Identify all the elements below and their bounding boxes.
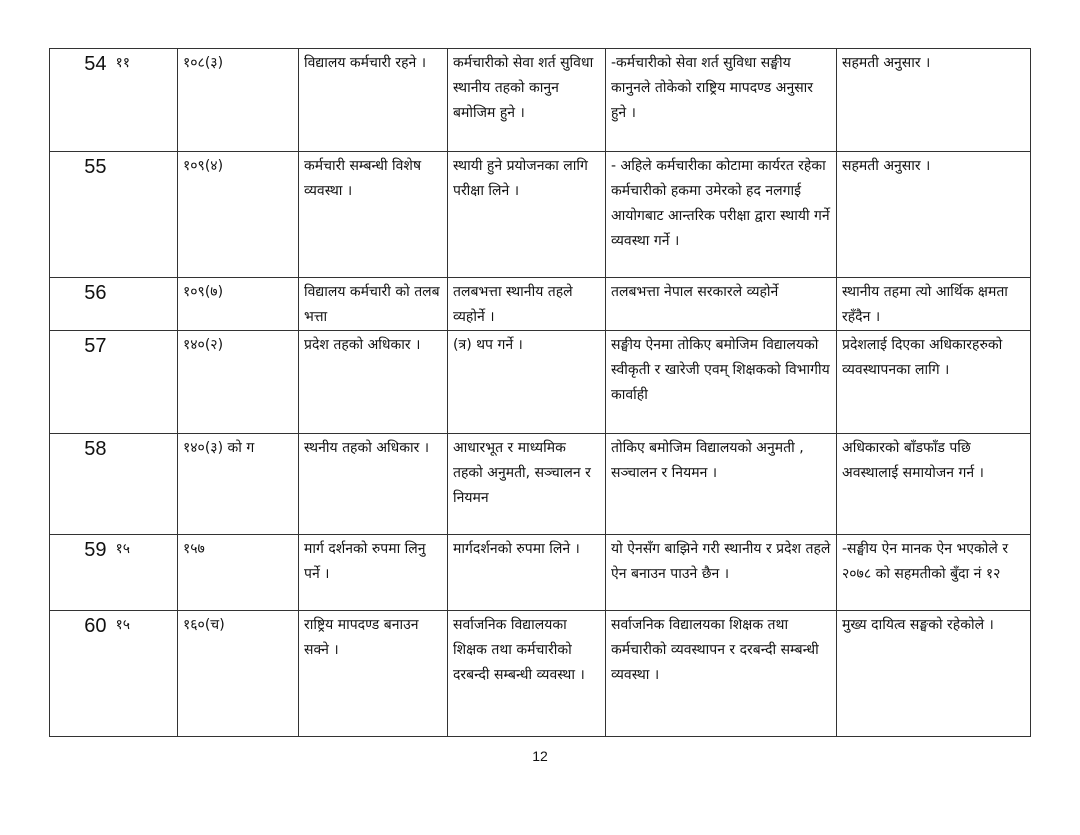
section-cell: १४०(२): [178, 331, 299, 434]
table-row: [50, 535, 1031, 611]
topic-cell: कर्मचारी सम्बन्धी विशेष व्यवस्था ।: [299, 152, 448, 278]
chapter-cell: [110, 278, 178, 331]
page-number: 12: [532, 748, 548, 764]
topic-cell: स्थनीय तहको अधिकार ।: [299, 434, 448, 535]
topic-cell: राष्ट्रिय मापदण्ड बनाउन सक्ने ।: [299, 611, 448, 737]
section-cell: १०८(३): [178, 49, 299, 152]
suggestion-cell: -कर्मचारीको सेवा शर्त सुविधा सङ्घीय कानुनले तोकेको राष्ट्रिय मापदण्ड अनुसार हुने ।: [606, 49, 837, 152]
provision-cell: आधारभूत र माध्यमिक तहको अनुमती, सञ्चालन र नियमन: [448, 434, 606, 535]
reason-cell: प्रदेशलाई दिएका अधिकारहरुको व्यवस्थापनका लागि ।: [837, 331, 1031, 434]
section-cell: १०९(४): [178, 152, 299, 278]
suggestion-cell: तलबभत्ता नेपाल सरकारले व्यहोर्ने: [606, 278, 837, 331]
suggestion-cell: सर्वाजनिक विद्यालयका शिक्षक तथा कर्मचारीको व्यवस्थापन र दरबन्दी सम्बन्धी व्यवस्था ।: [606, 611, 837, 737]
serial-number-cell: 56: [50, 278, 110, 331]
provision-cell: मार्गदर्शनको रुपमा लिने ।: [448, 535, 606, 611]
chapter-cell: [110, 152, 178, 278]
table-row: [50, 49, 1031, 152]
suggestion-cell: यो ऐनसँग बाझिने गरी स्थानीय र प्रदेश तहले ऐन बनाउन पाउने छैन ।: [606, 535, 837, 611]
section-cell: १६०(च): [178, 611, 299, 737]
chapter-cell: ११: [110, 49, 178, 152]
serial-number-cell: 57: [50, 331, 110, 434]
serial-number-cell: 60: [50, 611, 110, 737]
topic-cell: प्रदेश तहको अधिकार ।: [299, 331, 448, 434]
serial-number-cell: 59: [50, 535, 110, 611]
section-cell: १४०(३) को ग: [178, 434, 299, 535]
serial-number-cell: 55: [50, 152, 110, 278]
suggestion-cell: सङ्घीय ऐनमा तोकिए बमोजिम विद्यालयको स्वीकृती र खारेजी एवम् शिक्षकको विभागीय कार्वाही: [606, 331, 837, 434]
table-row: [50, 152, 1031, 278]
provision-cell: स्थायी हुने प्रयोजनका लागि परीक्षा लिने ।: [448, 152, 606, 278]
table-row: [50, 611, 1031, 737]
chapter-cell: [110, 331, 178, 434]
provision-cell: कर्मचारीको सेवा शर्त सुविधा स्थानीय तहको कानुन बमोजिम हुने ।: [448, 49, 606, 152]
document-table: [49, 48, 1031, 737]
reason-cell: सहमती अनुसार ।: [837, 152, 1031, 278]
serial-number-cell: 58: [50, 434, 110, 535]
suggestion-cell: तोकिए बमोजिम विद्यालयको अनुमती , सञ्चालन र नियमन ।: [606, 434, 837, 535]
reason-cell: अधिकारको बाँडफाँड पछि अवस्थालाई समायोजन गर्न ।: [837, 434, 1031, 535]
topic-cell: मार्ग दर्शनको रुपमा लिनु पर्ने ।: [299, 535, 448, 611]
table-row: [50, 278, 1031, 331]
topic-cell: विद्यालय कर्मचारी को तलब भत्ता: [299, 278, 448, 331]
chapter-cell: १५: [110, 535, 178, 611]
chapter-cell: [110, 434, 178, 535]
section-cell: १५७: [178, 535, 299, 611]
reason-cell: स्थानीय तहमा त्यो आर्थिक क्षमता रहँदैन ।: [837, 278, 1031, 331]
serial-number-cell: 54: [50, 49, 110, 152]
table-row: [50, 331, 1031, 434]
reason-cell: सहमती अनुसार ।: [837, 49, 1031, 152]
provision-cell: सर्वाजनिक विद्यालयका शिक्षक तथा कर्मचारीको दरबन्दी सम्बन्धी व्यवस्था ।: [448, 611, 606, 737]
chapter-cell: १५: [110, 611, 178, 737]
suggestion-cell: - अहिले कर्मचारीका कोटामा कार्यरत रहेका कर्मचारीको हकमा उमेरको हद नलगाई आयोगबाट आन्तरिक परीक्षा द्वारा स्थायी गर्ने व्यवस्था गर्ने ।: [606, 152, 837, 278]
section-cell: १०९(७): [178, 278, 299, 331]
provision-cell: (त्र) थप गर्ने ।: [448, 331, 606, 434]
reason-cell: मुख्य दायित्व सङ्घको रहेकोले ।: [837, 611, 1031, 737]
provision-cell: तलबभत्ता स्थानीय तहले व्यहोर्ने ।: [448, 278, 606, 331]
table-row: [50, 434, 1031, 535]
reason-cell: -सङ्घीय ऐन मानक ऐन भएकोले र २०७८ को सहमतीको बुँदा नं १२: [837, 535, 1031, 611]
topic-cell: विद्यालय कर्मचारी रहने ।: [299, 49, 448, 152]
